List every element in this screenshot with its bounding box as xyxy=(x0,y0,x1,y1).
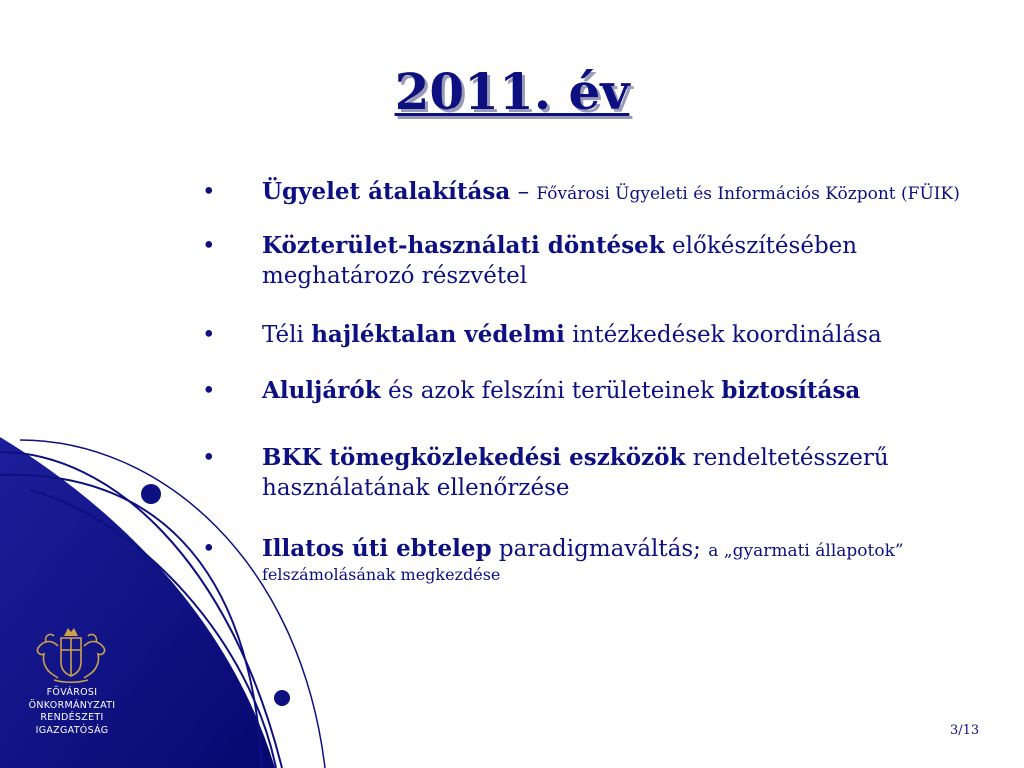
bullet-text xyxy=(262,177,1002,209)
bullet-prefix: Téli xyxy=(262,322,312,348)
bullet-small-text: Fővárosi Ügyeleti és Információs Központ (FÜIK) xyxy=(536,184,960,204)
bullet-marker: • xyxy=(202,536,216,562)
bullet-text xyxy=(262,443,1002,503)
bullet-bold: BKK tömegközlekedési eszközök xyxy=(262,444,686,471)
bullet-rest: és azok felszíni területeinek xyxy=(380,378,722,404)
bullet-bold: Ügyelet átalakítása xyxy=(262,178,511,205)
org-line: RENDÉSZETI xyxy=(40,712,104,723)
bullet-marker: • xyxy=(202,445,216,471)
bullet-separator: – xyxy=(510,179,537,205)
bullet-rest: előkészítésében xyxy=(664,233,858,259)
arc-dot-upper xyxy=(141,484,161,504)
arc-dot-lower xyxy=(274,690,290,706)
bullet-line2: felszámolásának megkezdése xyxy=(262,565,501,584)
bullet-text xyxy=(262,320,1002,350)
bullet-bold: Illatos úti ebtelep xyxy=(262,535,492,562)
budapest-coat-of-arms-icon xyxy=(28,622,114,684)
slide-title: 2011. év xyxy=(394,62,630,121)
bullet-bold-end: biztosítása xyxy=(721,377,861,404)
bullet-rest: rendeltetésszerű xyxy=(685,445,889,471)
bullet-text xyxy=(262,231,1002,291)
bullet-marker: • xyxy=(202,378,216,404)
page-number: 3/13 xyxy=(950,723,980,738)
bullet-bold: Aluljárók xyxy=(262,377,381,404)
bullet-line2: meghatározó részvétel xyxy=(262,263,528,289)
bullet-text xyxy=(262,534,1002,598)
bullet-small-text: a „gyarmati állapotok” xyxy=(708,541,904,561)
bullet-bold: hajléktalan védelmi xyxy=(311,321,565,348)
bullet-marker: • xyxy=(202,233,216,259)
organization-name xyxy=(0,687,144,737)
bullet-bold: Közterület-használati döntések xyxy=(262,232,665,259)
bullet-text xyxy=(262,376,1002,406)
bullet-marker: • xyxy=(202,179,216,205)
org-line: ÖNKORMÁNYZATI xyxy=(28,699,116,711)
bullet-rest: paradigmaváltás; xyxy=(491,536,709,562)
bullet-rest: intézkedések koordinálása xyxy=(564,322,882,348)
bullet-line2: használatának ellenőrzése xyxy=(262,475,570,501)
org-line: IGAZGATÓSÁG xyxy=(35,724,109,736)
bullet-marker: • xyxy=(202,322,216,348)
org-line: FŐVÁROSI xyxy=(46,687,98,698)
